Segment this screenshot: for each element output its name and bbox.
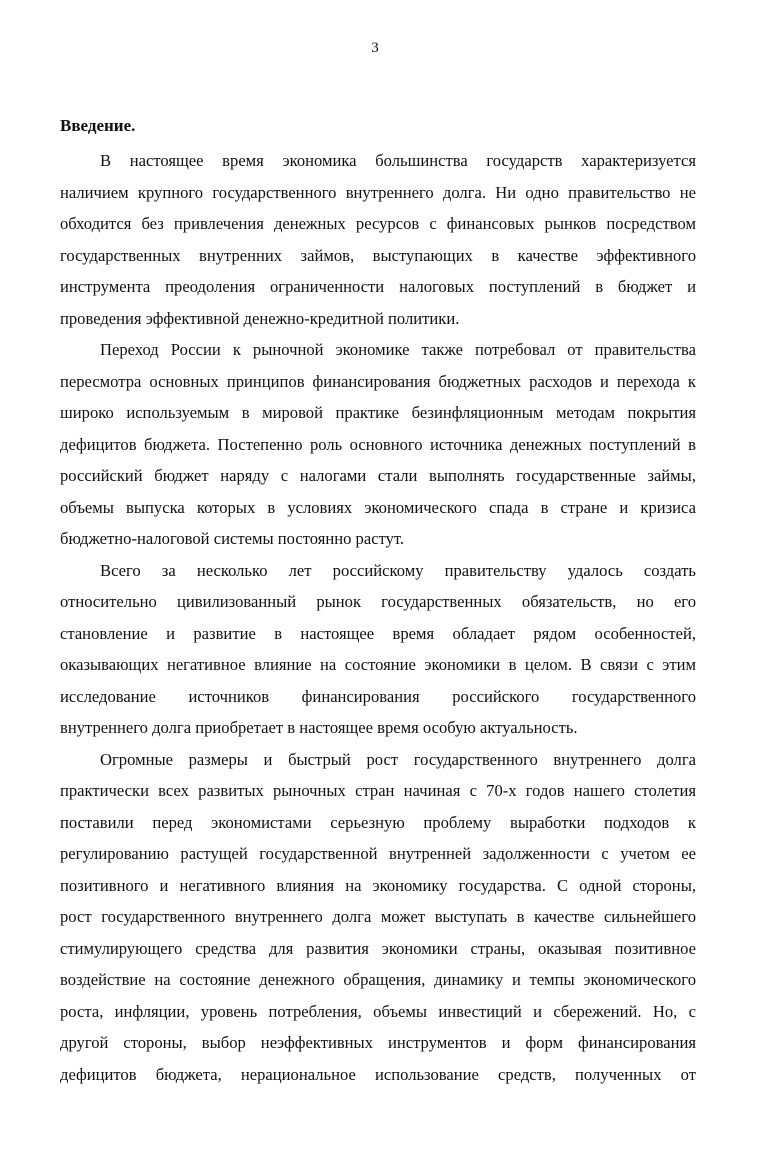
section-heading: Введение. — [60, 116, 136, 135]
text-line: относительно цивилизованный рынок государственных обязательств, но его — [60, 592, 696, 611]
text-line: роста, инфляции, уровень потребления, объемы инвестиций и сбережений. Но, с — [60, 1001, 696, 1021]
text-line: исследование источников финансирования российского государственного — [60, 686, 696, 706]
text-line: воздействие на состояние денежного обращения, динамику и темпы экономического — [60, 970, 696, 989]
text-line: Огромные размеры и быстрый рост государственного внутреннего долга — [100, 749, 696, 769]
text-line: другой стороны, выбор неэффективных инструментов и форм финансирования — [60, 1033, 696, 1052]
text-line: дефицитов бюджета, нерациональное использование средств, полученных от — [60, 1064, 696, 1084]
text-line: российский бюджет наряду с налогами стали выполнять государственные займы, — [60, 466, 696, 485]
text-line: рост государственного внутреннего долга может выступать в качестве сильнейшего — [60, 907, 696, 926]
text-line: Всего за несколько лет российскому правительству удалось создать — [100, 560, 696, 580]
text-line: пересмотра основных принципов финансирования бюджетных расходов и перехода к — [60, 371, 696, 391]
text-line: дефицитов бюджета. Постепенно роль основного источника денежных поступлений в — [60, 434, 696, 454]
text-line: широко используемым в мировой практике безинфляционным методам покрытия — [60, 403, 696, 422]
text-line: проведения эффективной денежно-кредитной политики. — [60, 308, 460, 328]
text-line: инструмента преодоления ограниченности налоговых поступлений в бюджет и — [60, 277, 696, 296]
text-line: практически всех развитых рыночных стран начиная с 70-х годов нашего столетия — [60, 781, 696, 800]
text-line: Переход России к рыночной экономике также потребовал от правительства — [100, 340, 696, 359]
text-line: регулированию растущей государственной внутренней задолженности с учетом ее — [60, 844, 696, 863]
body-text — [60, 145, 696, 1090]
text-line: объемы выпуска которых в условиях экономического спада в стране и кризиса — [60, 497, 696, 517]
text-line: В настоящее время экономика большинства государств характеризуется — [100, 151, 696, 170]
text-line: наличием крупного государственного внутреннего долга. Ни одно правительство не — [60, 182, 696, 202]
text-line: позитивного и негативного влияния на экономику государства. С одной стороны, — [60, 875, 696, 895]
text-line: государственных внутренних займов, выступающих в качестве эффективного — [60, 245, 696, 265]
text-line: стимулирующего средства для развития экономики страны, оказывая позитивное — [60, 938, 696, 958]
text-line: становление и развитие в настоящее время обладает рядом особенностей, — [60, 623, 696, 643]
page-number: 3 — [371, 40, 379, 56]
text-line: поставили перед экономистами серьезную проблему выработки подходов к — [60, 812, 696, 832]
text-line: внутреннего долга приобретает в настоящее время особую актуальность. — [60, 718, 578, 737]
text-line: бюджетно-налоговой системы постоянно растут. — [60, 529, 405, 548]
text-line: оказывающих негативное влияние на состояние экономики в целом. В связи с этим — [60, 655, 696, 674]
text-line: обходится без привлечения денежных ресурсов с финансовых рынков посредством — [60, 214, 696, 233]
